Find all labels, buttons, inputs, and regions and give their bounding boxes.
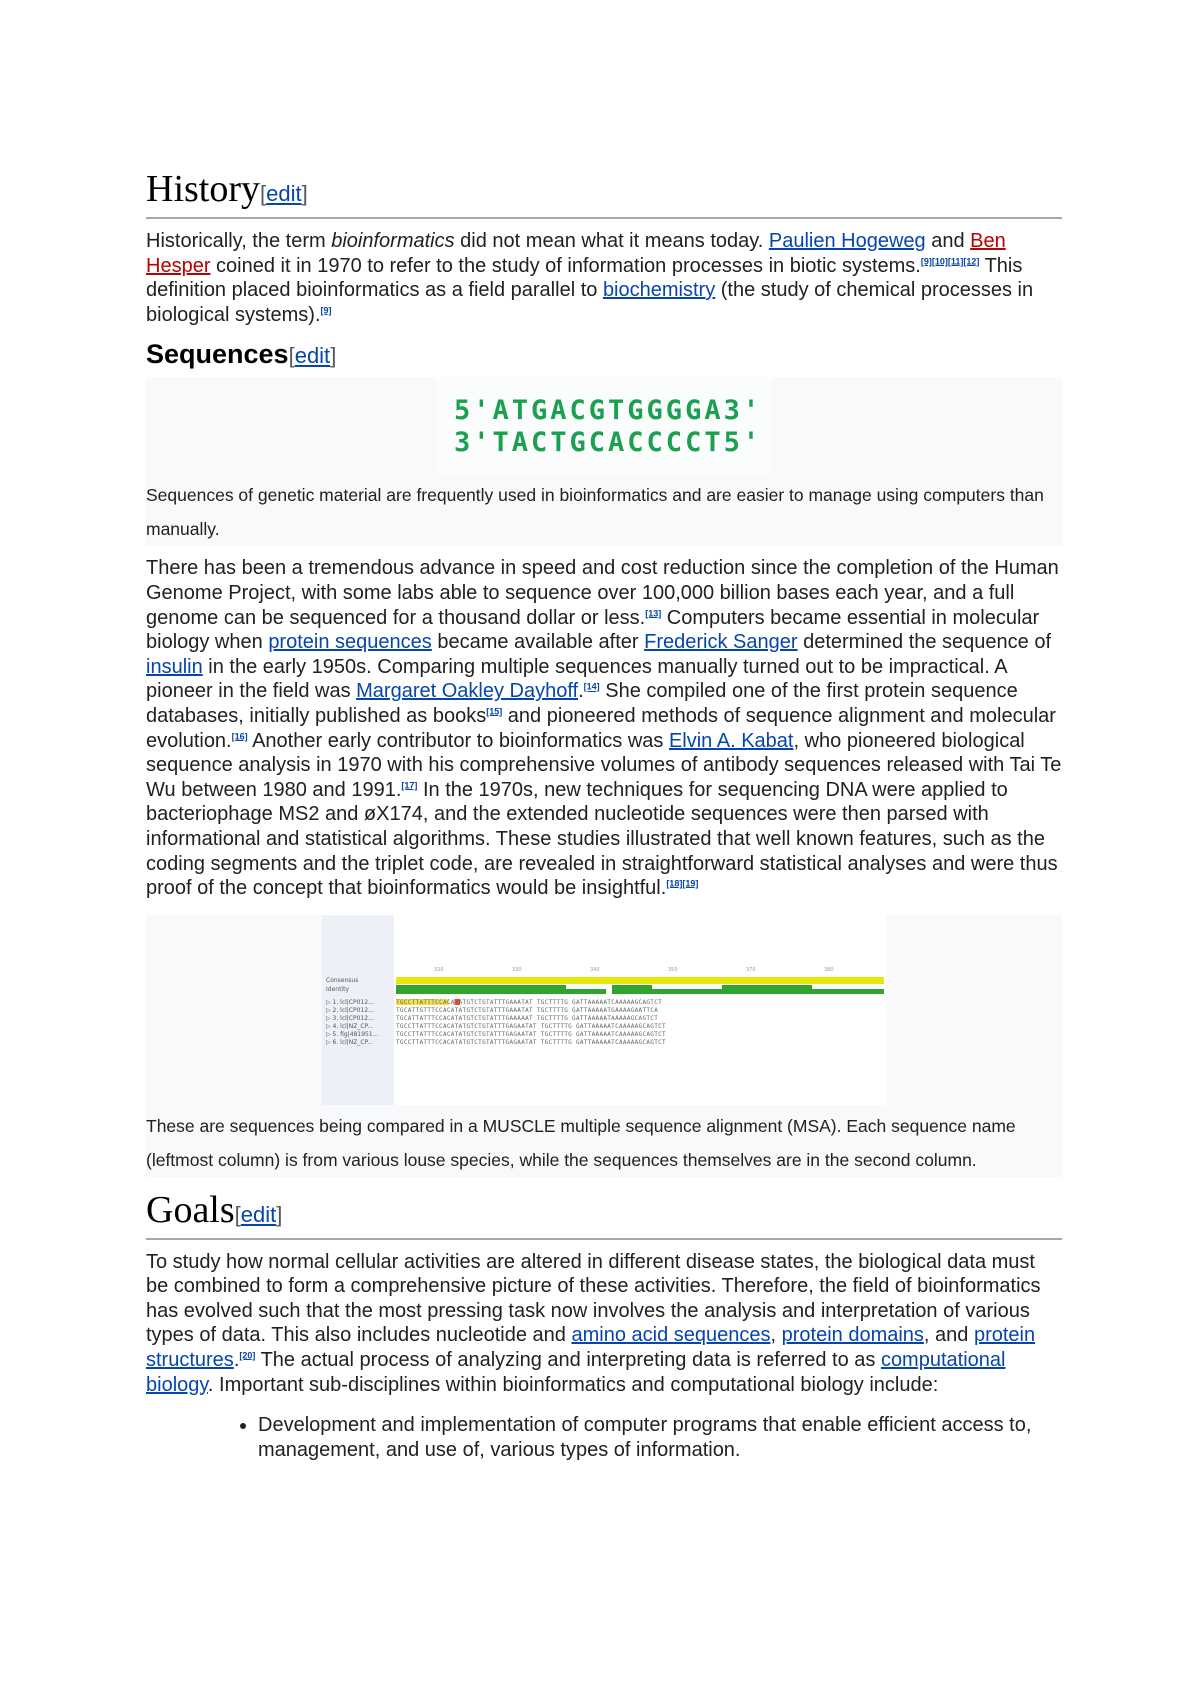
citation-link[interactable]: [13] (645, 607, 662, 618)
msa-sequence-row: TGCATTGTTTCCACATATGTCTGTATTTGAAATAT TGCTTTTG GATTAAAAATGAAAAGAATTCA (396, 1006, 659, 1014)
text-run: . (233, 1349, 240, 1372)
list-item: • Development and implementation of computer programs that enable efficient access to, management, and use of, various types of information. (258, 1413, 1062, 1462)
msa-row-label[interactable]: ▷ 5. fig|481951... (326, 1030, 379, 1038)
msa-alignment-image[interactable] (322, 915, 886, 1105)
text-run: . Important sub-disciplines within bioinformatics and computational biology include: (207, 1373, 939, 1396)
edit-bracket-open: [ (288, 343, 295, 369)
msa-row-label[interactable]: ▷ 2. lcl|CP012... (326, 1006, 374, 1014)
goals-paragraph (146, 1250, 1062, 1398)
text-run: This definition placed bioinformatics as a field parallel to (146, 254, 1023, 302)
msa-tick: 330 (512, 966, 522, 973)
msa-row-label[interactable]: ▷ 4. lcl|NZ_CP... (326, 1022, 374, 1030)
text-run: did not mean what it means today. (454, 230, 769, 252)
text-run: Another early contributor to bioinformatics was (247, 729, 669, 752)
citation (666, 878, 698, 888)
text-run: Historically, the term (146, 230, 332, 252)
link-protein-structures[interactable]: protein structures (146, 1324, 1036, 1372)
article-content (146, 168, 1062, 1462)
sequences-edit-link[interactable]: edit (294, 343, 331, 369)
goals-heading (146, 1189, 1062, 1240)
history-edit-link[interactable]: edit (266, 181, 302, 206)
dna-sequence-figure (146, 377, 1062, 546)
citation-link[interactable]: [18][19] (666, 878, 699, 889)
msa-identity-bar (396, 985, 566, 994)
sequences-heading-text: Sequences (146, 339, 289, 370)
history-edit-section (260, 181, 308, 206)
edit-bracket-open: [ (234, 1201, 241, 1227)
citation (239, 1350, 255, 1360)
dna-sequence-image[interactable] (436, 377, 772, 474)
text-run: , and (923, 1324, 974, 1347)
msa-sequence-row: TGCATTATTTCCACATATGTCTGTATTTGAAAAAT TGCTTTTG GATTAAAAATAAAAAGCAGTCT (396, 1014, 659, 1022)
citation-link[interactable]: [9][10][11][12] (920, 255, 980, 266)
text-run: She compiled one of the first protein sequence databases, initially published as books (146, 680, 1018, 727)
goals-edit-section (235, 1202, 283, 1227)
msa-figure-caption: These are sequences being compared in a MUSCLE multiple sequence alignment (MSA). Each sequence name (leftmost column) is from various louse species, while the sequences themselves are in the second column. (146, 1115, 1016, 1170)
link-biochemistry[interactable]: biochemistry (602, 279, 716, 302)
dna-strand-5-prime: 5'ATGACGTGGGGA3' (454, 395, 763, 427)
citation (921, 256, 980, 266)
msa-tick: 380 (824, 966, 834, 973)
link-frederick-sanger[interactable]: Frederick Sanger (644, 631, 798, 654)
msa-sequence-row: TGCCTTATTTCCACATATGTCTGTATTTGAAATAT TGCTTTTG GATTAAAAATCAAAAAGCAGTCT (396, 998, 663, 1006)
sequences-heading (146, 337, 1062, 373)
link-elvin-kabat[interactable]: Elvin A. Kabat (668, 729, 794, 752)
citation (321, 305, 332, 315)
citation (401, 780, 417, 790)
msa-sequence-row: TGCCTTATTTCCACATATGTCTGTATTTGAGAATAT TGCTTTTG GATTAAAAATCAAAAAGCAGTCT (396, 1022, 666, 1030)
history-paragraph (146, 229, 1062, 327)
text-run: To study how normal cellular activities are altered in different disease states, the biological data must be combined to form a comprehensive picture of these activities. Therefore, the field of bioinformatics has evolved such that the most pressing task now involves the analysis and interpretation of various types of data. This also includes nucleotide and (146, 1250, 1041, 1347)
citation-link[interactable]: [9] (320, 305, 332, 316)
dna-strand-3-prime: 3'TACTGCACCCCT5' (454, 427, 763, 459)
link-protein-domains[interactable]: protein domains (781, 1324, 924, 1347)
edit-bracket-close: ] (301, 181, 308, 206)
msa-consensus-bar (396, 977, 884, 984)
msa-consensus-label: Consensus (326, 976, 359, 984)
msa-sequence-row: TGCCTTATTTCCACATATGTCTGTATTTGAGAATAT TGCTTTTG GATTAAAAATCAAAAAGCAGTCT (396, 1038, 666, 1046)
history-heading-text: History (146, 168, 260, 210)
citation-link[interactable]: [17] (401, 780, 418, 791)
term-bioinformatics: bioinformatics (331, 230, 455, 252)
msa-identity-bar (566, 989, 606, 994)
msa-identity-bar (722, 985, 812, 994)
edit-bracket-close: ] (276, 1201, 283, 1227)
link-protein-sequences[interactable]: protein sequences (268, 631, 432, 654)
msa-tick: 320 (434, 966, 444, 973)
goals-heading-text: Goals (146, 1188, 235, 1231)
msa-row-label[interactable]: ▷ 6. lcl|NZ_CP... (326, 1038, 374, 1046)
dna-figure-caption: Sequences of genetic material are frequently used in bioinformatics and are easier to manage using computers than manually. (146, 485, 1044, 540)
msa-tick: 350 (668, 966, 678, 973)
text-run: determined the sequence of (797, 631, 1052, 654)
goals-edit-link[interactable]: edit (240, 1201, 277, 1227)
msa-identity-bar (812, 989, 884, 994)
text-run: , (770, 1324, 782, 1347)
subdisciplines-list (146, 1413, 1062, 1462)
text-run: and pioneered methods of sequence alignment and molecular evolution. (146, 704, 1056, 752)
text-run: coined it in 1970 to refer to the study of information processes in biotic systems. (210, 254, 921, 277)
edit-bracket-close: ] (330, 343, 337, 369)
citation-link[interactable]: [20] (239, 1350, 256, 1361)
citation (645, 608, 661, 618)
citation-link[interactable]: [16] (231, 730, 248, 741)
citation-link[interactable]: [14] (583, 681, 600, 692)
history-heading (146, 168, 1062, 219)
text-run: In the 1970s, new techniques for sequencing DNA were applied to bacteriophage MS2 and øX174, and the extended nucleotide sequences were then parsed with informational and statistical algorithms. These studies illustrated that well known features, such as the coding segments and the triplet code, are revealed in straightforward statistical analyses and were thus proof of the concept that bioinformatics would be insightful. (146, 778, 1058, 900)
msa-identity-bar (612, 985, 652, 994)
link-computational-biology[interactable]: computational biology (146, 1349, 1006, 1396)
text-run: and (925, 230, 971, 252)
link-margaret-dayhoff[interactable]: Margaret Oakley Dayhoff (356, 680, 579, 703)
sequences-edit-section (289, 343, 337, 368)
msa-sequence-row: TGCCTTATTTCCACATATGTCTGTATTTGAGAATAT TGCTTTTG GATTAAAAATCAAAAAGCAGTCT (396, 1030, 666, 1038)
citation-link[interactable]: [15] (486, 706, 503, 717)
sequences-paragraph (146, 556, 1062, 900)
msa-tick: 370 (746, 966, 756, 973)
text-run: . (578, 680, 584, 703)
msa-row-label[interactable]: ▷ 3. lcl|CP012... (326, 1014, 374, 1022)
link-insulin[interactable]: insulin (146, 655, 203, 678)
citation (232, 731, 248, 741)
text-run: , who pioneered biological sequence analysis in 1970 with his comprehensive volumes of antibody sequences released with Tai Te Wu between 1980 and 1991. (146, 729, 1062, 801)
link-ben-hesper[interactable]: Ben Hesper (146, 230, 1006, 277)
text-run: (the study of chemical processes in biological systems). (146, 279, 1034, 326)
msa-tick: 340 (590, 966, 600, 973)
msa-identity-bar (652, 989, 722, 994)
link-paulien-hogeweg[interactable]: Paulien Hogeweg (768, 230, 926, 252)
msa-row-label[interactable]: ▷ 1. lcl|CP012... (326, 998, 374, 1006)
text-run: The actual process of analyzing and interpreting data is referred to as (255, 1349, 881, 1372)
text-run: Computers became essential in molecular biology when (146, 606, 1040, 654)
text-run: became available after (431, 631, 645, 654)
msa-figure (146, 915, 1062, 1177)
text-run: in the early 1950s. Comparing multiple sequences manually turned out to be impractical. A pioneer in the field was (146, 655, 1007, 703)
msa-identity-label: Identity (326, 985, 349, 993)
citation (486, 706, 502, 716)
citation (584, 682, 600, 692)
text-run: There has been a tremendous advance in speed and cost reduction since the completion of the Human Genome Project, with some labs able to sequence over 100,000 billion bases each year, and a full genome can be sequenced for a thousand dollar or less. (146, 557, 1059, 629)
edit-bracket-open: [ (260, 181, 267, 206)
link-amino-acid-sequences[interactable]: amino acid sequences (571, 1324, 771, 1347)
